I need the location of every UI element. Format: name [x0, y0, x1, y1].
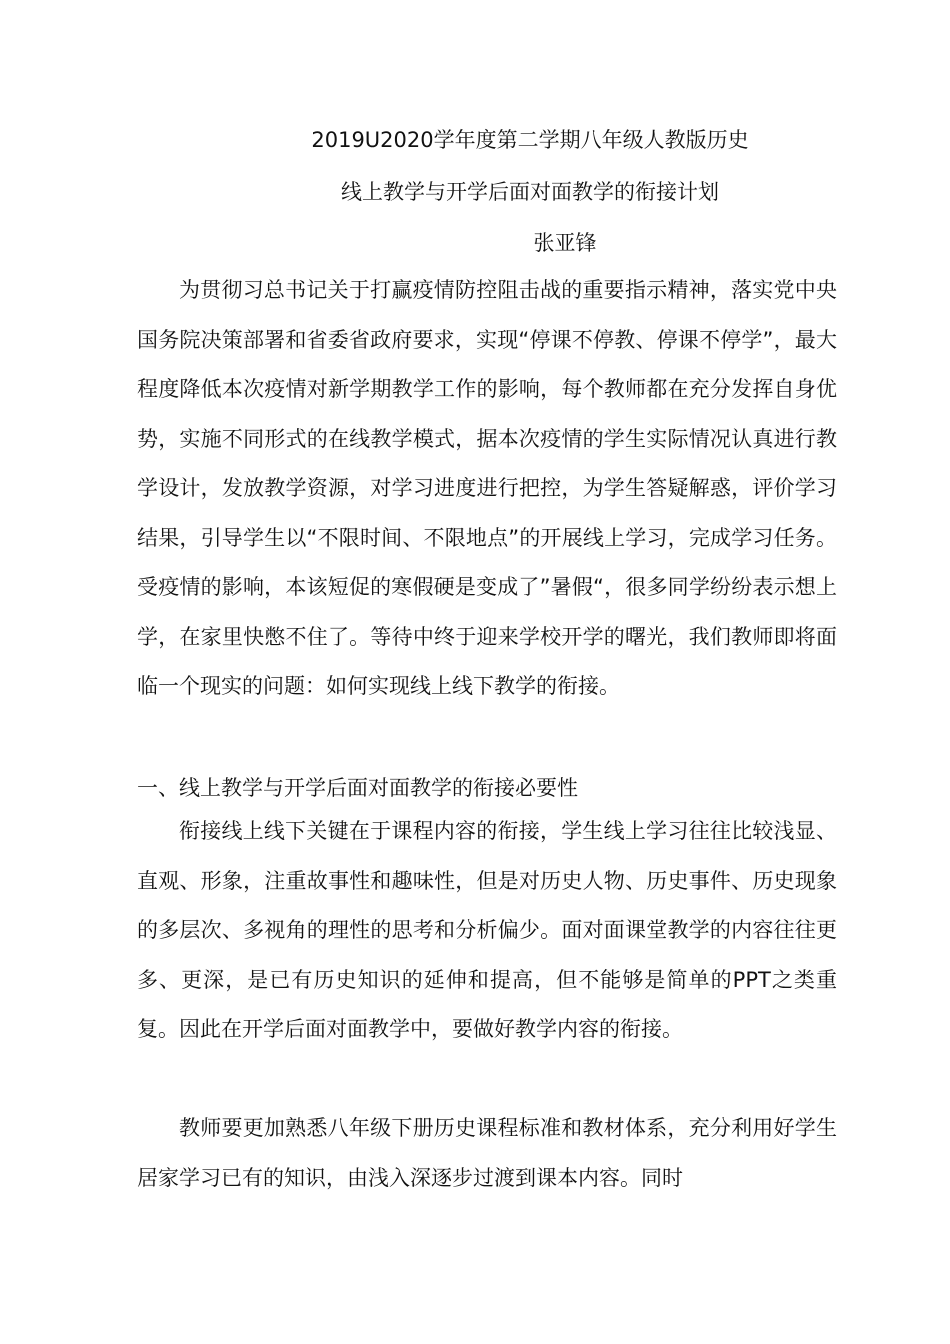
paragraph-intro: 为贯彻习总书记关于打赢疫情防控阻击战的重要指示精神，落实党中央国务院决策部署和省委省政府要求，实现“停课不停教、停课不停学”，最大程度降低本次疫情对新学期教学工作的影响，每个教师都在充分发挥自身优势，实施不同形式的在线教学模式，据本次疫情的学生实际情况认真进行教学设计，发放教学资源，对学习进度进行把控，为学生答疑解惑，评价学习结果，引导学生以“不限时间、不限地点”的开展线上学习，完成学习任务。受疫情的影响，本该短促的寒假硬是变成了”暑假“，很多同学纷纷表示想上学，在家里快憋不住了。等待中终于迎来学校开学的曙光，我们教师即将面临一个现实的问题：如何实现线上线下教学的衔接。 — [137, 278, 837, 698]
paragraph-teacher: 教师要更加熟悉八年级下册历史课程标准和教材体系，充分利用好学生居家学习已有的知识，由浅入深逐步过渡到课本内容。同时 — [137, 1116, 837, 1190]
section-heading-1: 一、线上教学与开学后面对面教学的衔接必要性 — [137, 776, 578, 800]
document-title-line2: 线上教学与开学后面对面教学的衔接计划 — [341, 180, 719, 204]
paragraph-necessity: 衔接线上线下关键在于课程内容的衔接，学生线上学习往往比较浅显、直观、形象，注重故事性和趣味性，但是对历史人物、历史事件、历史现象的多层次、多视角的理性的思考和分析偏少。面对面课堂教学的内容往往更多、更深，是已有历史知识的延伸和提高，但不能够是简单的PPT之类重复。因此在开学后面对面教学中，要做好教学内容的衔接。 — [137, 819, 837, 1041]
document-title-line1: 2019U2020学年度第二学期八年级人教版历史 — [311, 128, 749, 152]
document-author: 张亚锋 — [533, 231, 597, 255]
